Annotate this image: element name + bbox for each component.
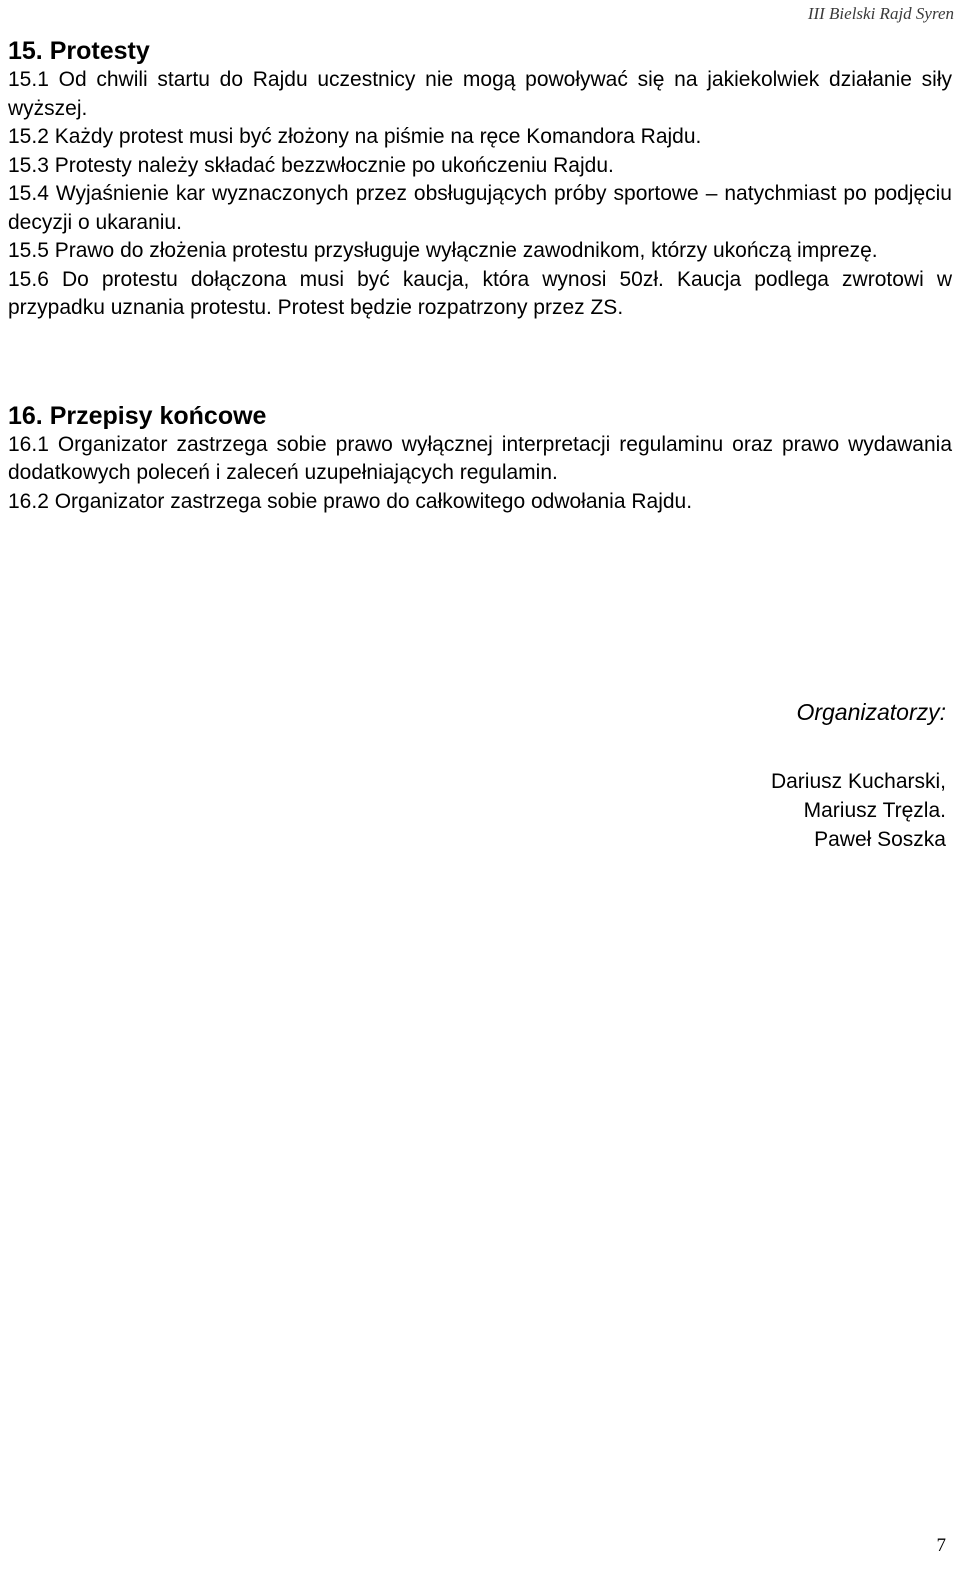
section-heading: 15. Protesty <box>8 37 150 65</box>
clause-15-4: 15.4 Wyjaśnienie kar wyznaczonych przez obsługujących próby sportowe – natychmiast po podjęciu decyzji o ukaraniu. <box>8 182 952 234</box>
section-przepisy-koncowe <box>8 401 952 517</box>
section-protesty <box>8 36 952 323</box>
document-body <box>8 36 952 516</box>
clause-15-1: 15.1 Od chwili startu do Rajdu uczestnicy nie mogą powoływać się na jakiekolwiek działanie siły wyższej. <box>8 68 952 120</box>
page-number: 7 <box>936 1535 946 1556</box>
clause-15-5: 15.5 Prawo do złożenia protestu przysługuje wyłącznie zawodnikom, którzy ukończą imprezę. <box>8 239 878 262</box>
signature-block <box>771 697 946 854</box>
clause-15-6: 15.6 Do protestu dołączona musi być kaucja, która wynosi 50zł. Kaucja podlega zwrotowi w przypadku uznania protestu. Protest będzie rozpatrzony przez ZS. <box>8 267 952 319</box>
clause-15-2: 15.2 Każdy protest musi być złożony na piśmie na ręce Komandora Rajdu. <box>8 125 702 148</box>
clause-16-2: 16.2 Organizator zastrzega sobie prawo do całkowitego odwołania Rajdu. <box>8 489 693 513</box>
organizer-name: Mariusz Tręzla. <box>803 799 946 822</box>
running-header: III Bielski Rajd Syren <box>807 4 954 23</box>
clause-16-1: 16.1 Organizator zastrzega sobie prawo wyłącznej interpretacji regulaminu oraz prawo wydawania dodatkowych poleceń i zaleceń uzupełniających regulamin. <box>8 432 952 484</box>
organizer-name: Paweł Soszka <box>814 828 946 851</box>
signature-title: Organizatorzy: <box>796 699 946 725</box>
organizer-name: Dariusz Kucharski, <box>770 770 946 793</box>
section-heading: 16. Przepisy końcowe <box>8 401 267 430</box>
clause-15-3: 15.3 Protesty należy składać bezzwłocznie po ukończeniu Rajdu. <box>8 153 614 177</box>
